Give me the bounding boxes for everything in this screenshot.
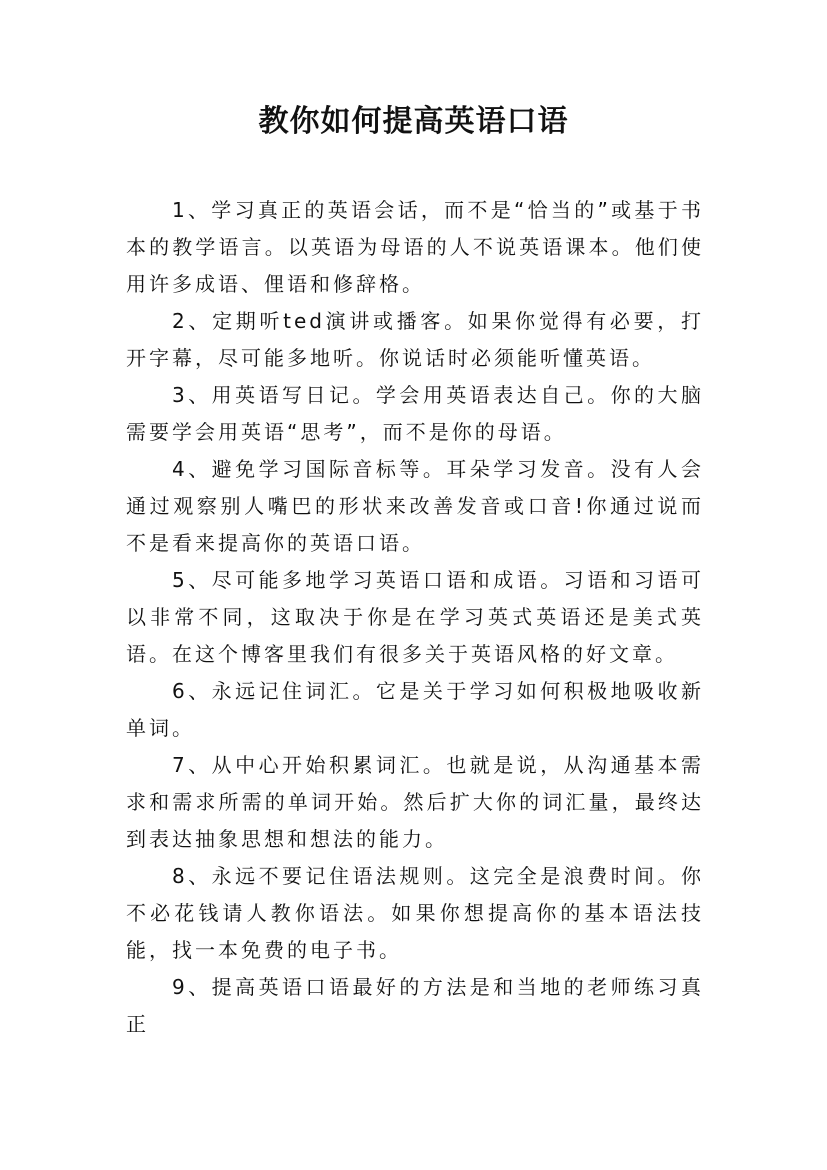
paragraph-8: 8、永远不要记住语法规则。这完全是浪费时间。你不必花钱请人教你语法。如果你想提高你的基本语法技能，找一本免费的电子书。 [126,864,704,962]
paragraph-3: 3、用英语写日记。学会用英语表达自己。你的大脑需要学会用英语“思考”，而不是你的母语。 [126,383,704,444]
paragraph-4: 4、避免学习国际音标等。耳朵学习发音。没有人会通过观察别人嘴巴的形状来改善发音或口音!你通过说而不是看来提高你的英语口语。 [126,457,704,555]
paragraph-7: 7、从中心开始积累词汇。也就是说，从沟通基本需求和需求所需的单词开始。然后扩大你的词汇量，最终达到表达抽象思想和想法的能力。 [126,753,704,851]
paragraph-6: 6、永远记住词汇。它是关于学习如何积极地吸收新单词。 [126,679,704,740]
document-body [126,192,704,1043]
paragraph-9: 9、提高英语口语最好的方法是和当地的老师练习真正 [126,975,704,1036]
paragraph-2: 2、定期听ted演讲或播客。如果你觉得有必要，打开字幕，尽可能多地听。你说话时必须能听懂英语。 [126,309,704,370]
document-title: 教你如何提高英语口语 [258,104,569,139]
paragraph-5: 5、尽可能多地学习英语口语和成语。习语和习语可以非常不同，这取决于你是在学习英式英语还是美式英语。在这个博客里我们有很多关于英语风格的好文章。 [126,568,704,666]
paragraph-1: 1、学习真正的英语会话，而不是“恰当的”或基于书本的教学语言。以英语为母语的人不说英语课本。他们使用许多成语、俚语和修辞格。 [126,198,704,296]
